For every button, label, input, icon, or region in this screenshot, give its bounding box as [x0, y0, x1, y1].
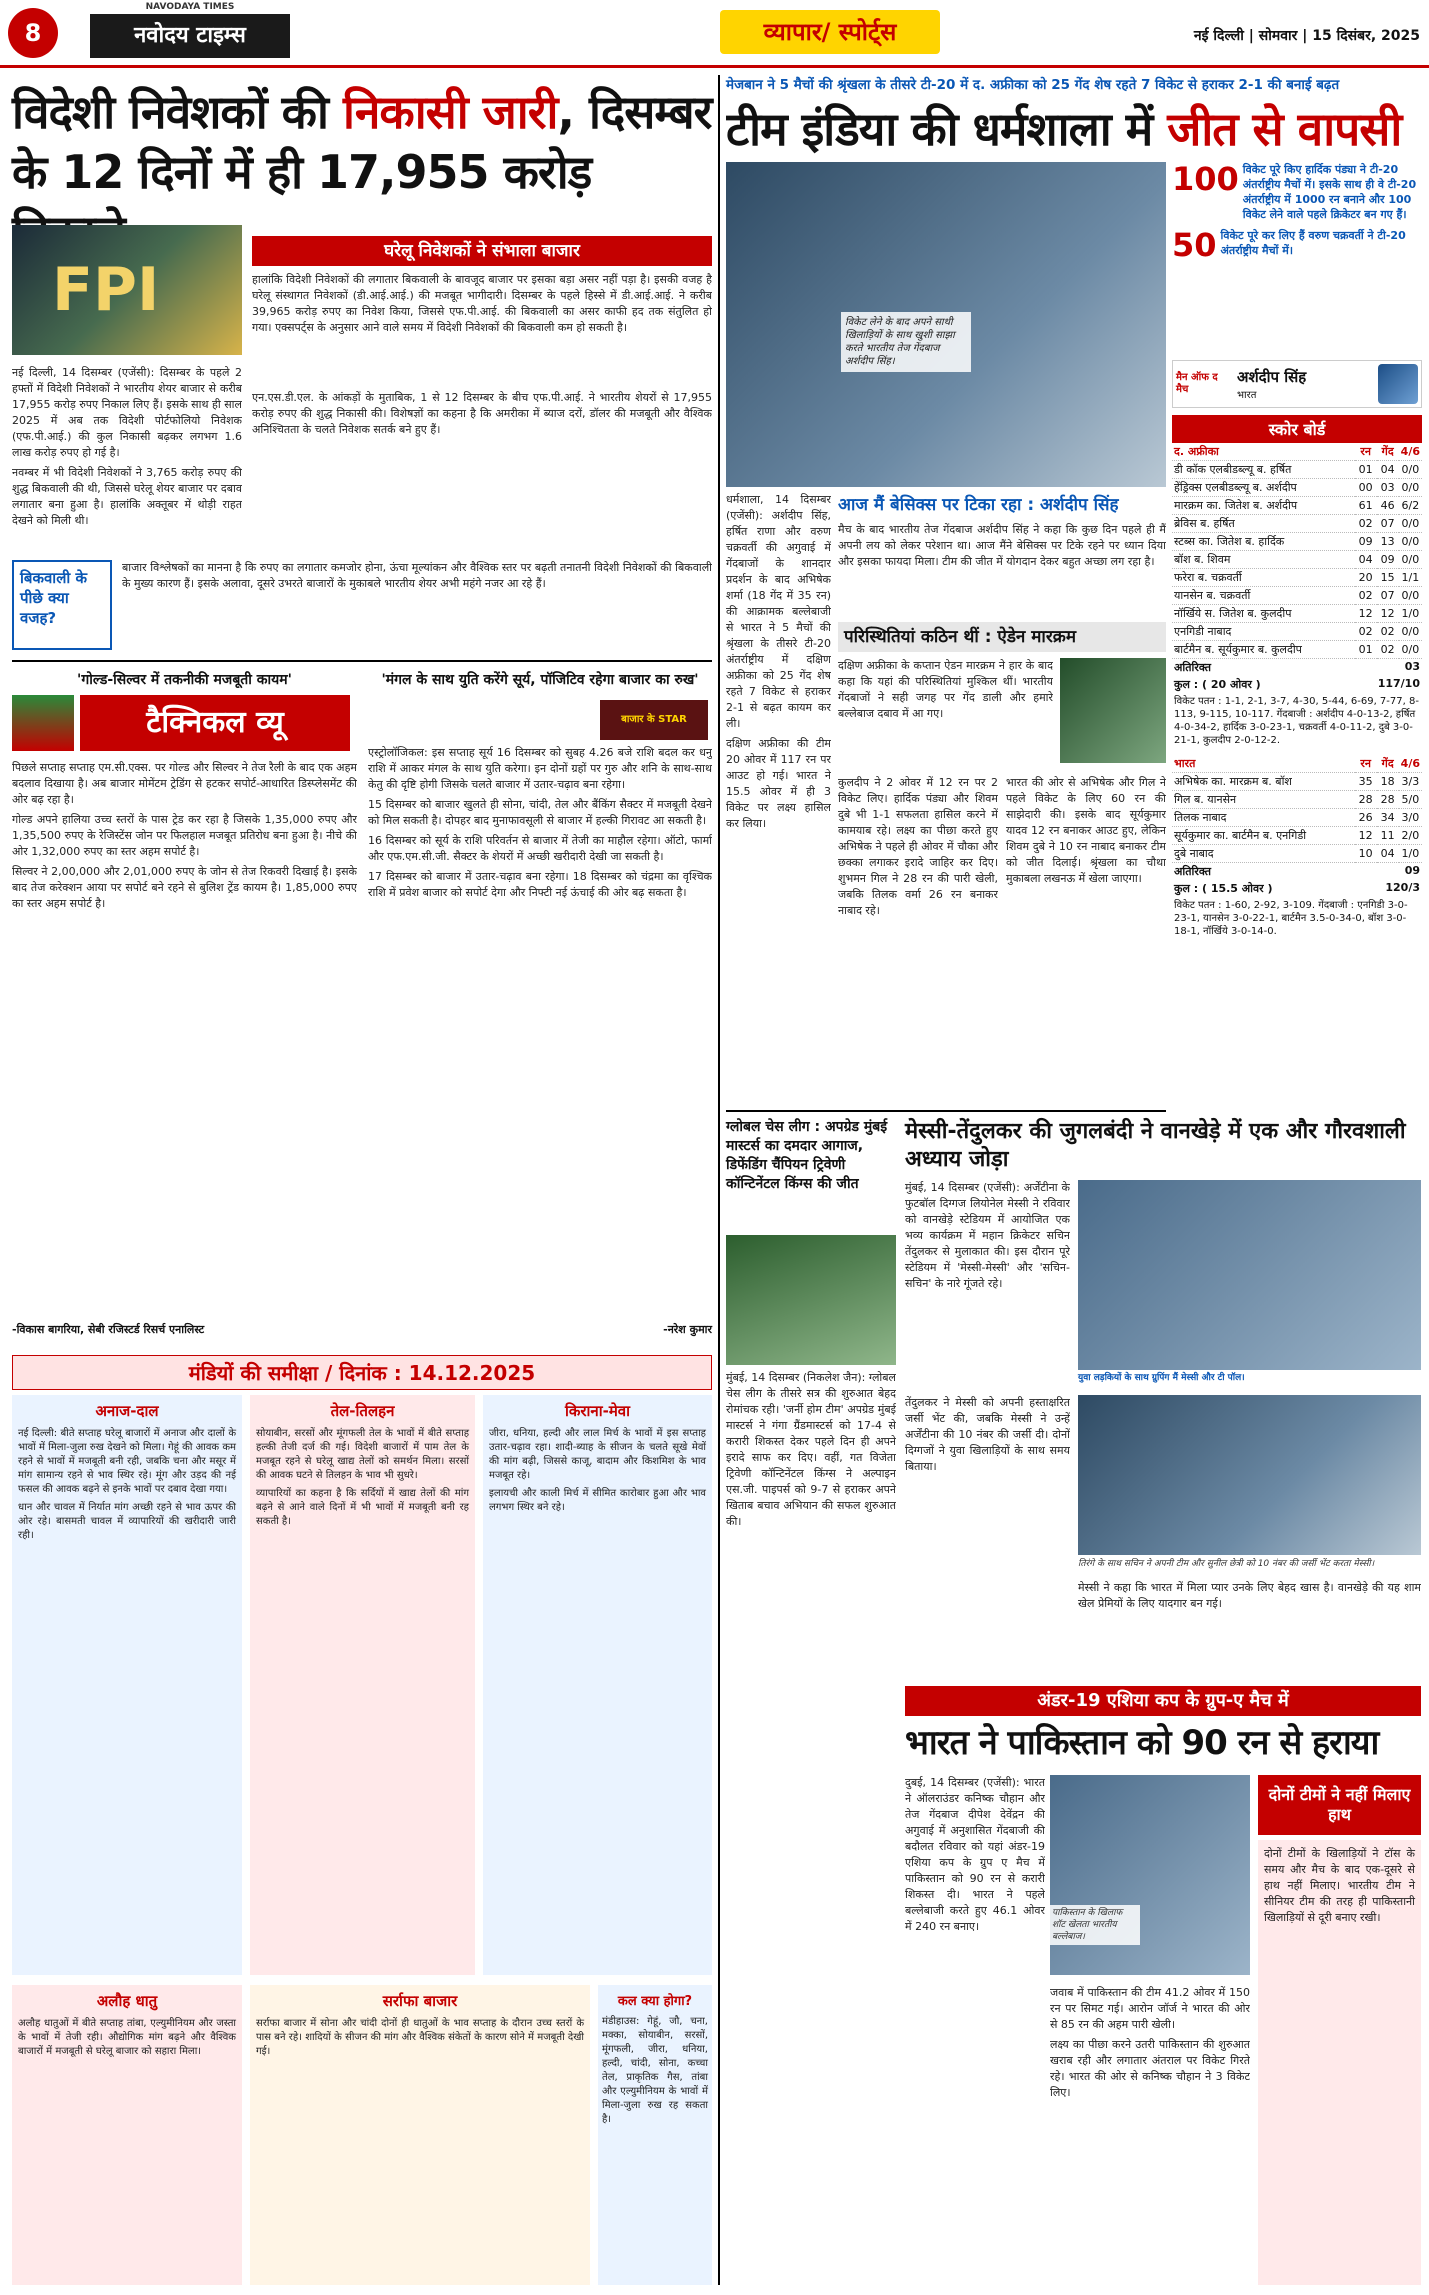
ind-batter-row [1172, 791, 1422, 809]
ind-batter-row [1172, 845, 1422, 863]
sa-cell: एनगिडी नाबाद [1172, 623, 1355, 641]
ind-total-label: कुल : ( 15.5 ओवर ) [1174, 882, 1273, 895]
mandi-bullion-head: सर्राफा बाजार [382, 1992, 458, 2010]
ind-cell: 34 [1377, 809, 1399, 827]
cricket-stats [1172, 162, 1422, 312]
fpi-image-label: FPI [52, 255, 160, 325]
mandi-col1-head: अनाज-दाल [95, 1402, 159, 1420]
sa-cell: 0/0 [1399, 641, 1422, 659]
sa-batter-row [1172, 479, 1422, 497]
ind-cell: दुबे नाबाद [1172, 845, 1355, 863]
sa-cell: ब्रेविस ब. हर्षित [1172, 515, 1355, 533]
markram-title: परिस्थितियां कठिन थीं : ऐडेन मारक्रम [838, 622, 1166, 652]
sa-cell: 02 [1355, 587, 1377, 605]
ind-header-cell: 4/6 [1399, 755, 1422, 773]
mandi-title: मंडियों की समीक्षा / दिनांक : 14.12.2025 [12, 1355, 712, 1390]
arshdeep-box-text: मैच के बाद भारतीय तेज गेंदबाज अर्शदीप सिंह ने कहा कि कुछ दिन पहले ही मैं अपनी लय को लेकर परेशान था। आज मैंने बेसिक्स पर टिके रहने पर ध्यान दिया और इसका फायदा मिला। टीम की जीत में योगदान देकर बहुत अच्छा लग रहा है। [838, 523, 1166, 568]
section-tag: व्यापार/ स्पोर्ट्स [720, 10, 940, 54]
masthead-small: NAVODAYA TIMES [145, 2, 235, 12]
ind-header-cell: रन [1355, 755, 1377, 773]
ind-cell: 1/0 [1399, 845, 1422, 863]
sa-cell: 0/0 [1399, 533, 1422, 551]
ind-extras: 09 [1404, 864, 1420, 877]
ind-batter-row [1172, 809, 1422, 827]
ind-cell: 10 [1355, 845, 1377, 863]
ind-fow: विकेट पतन : 1-60, 2-92, 3-109. गेंदबाजी : एनगिडी 3-0-23-1, यानसेन 3-0-22-1, बार्टमैन 3.5-0-34-0, बॉश 3-0-18-1, नॉर्खिये 3-0-14-0. [1174, 900, 1408, 937]
ind-cell: तिलक नाबाद [1172, 809, 1355, 827]
sa-cell: 0/0 [1399, 515, 1422, 533]
u19-kicker: अंडर-19 एशिया कप के ग्रुप-ए मैच में [905, 1686, 1421, 1716]
astro-badge: बाजार के STAR [600, 700, 708, 740]
ind-batter-row [1172, 773, 1422, 791]
sa-cell: 0/0 [1399, 461, 1422, 479]
sa-cell: 0/0 [1399, 623, 1422, 641]
sa-cell: 0/0 [1399, 551, 1422, 569]
ind-cell: 04 [1377, 845, 1399, 863]
mandi-col2-text: सोयाबीन, सरसों और मूंगफली तेल के भावों में बीते सप्ताह हल्की तेजी दर्ज की गई। विदेशी बाजारों में पाम तेल के मजबूत रहने से घरेलू खाद्य तेलों को समर्थन मिला। सरसों की आवक घटने से तिलहन के भाव भी सुधरे। व्यापारियों का कहना है कि सर्दियों में खाद्य तेलों की मांग बढ़ने से आने वाले दिनों में भी भावों में मजबूती बनी रह सकती है। [256, 1428, 469, 1527]
sa-cell: 46 [1377, 497, 1399, 515]
sa-cell: बार्टमैन ब. सूर्यकुमार ब. कुलदीप [1172, 641, 1355, 659]
sa-cell: 1/1 [1399, 569, 1422, 587]
sa-cell: 09 [1377, 551, 1399, 569]
masthead: नवोदय टाइम्स [90, 14, 290, 58]
cricket-kicker: मेजबान ने 5 मैचों की श्रृंखला के तीसरे टी-20 में द. अफ्रीका को 25 गेंद शेष रहते 7 विकेट से हराकर 2-1 की बनाई बढ़त [726, 77, 1340, 93]
sa-cell: नॉर्खिये स. जितेश ब. कुलदीप [1172, 605, 1355, 623]
mandi-col3-head: किराना-मेवा [564, 1402, 631, 1420]
mandi-col3 [483, 1395, 712, 1975]
u19-photo [1050, 1775, 1250, 1975]
sa-cell: मारक्रम का. जितेश ब. अर्शदीप [1172, 497, 1355, 515]
messi-caption1: युवा लड़कियों के साथ ग्रुपिंग मैं मेस्सी और टी पॉल। [1078, 1373, 1245, 1383]
fpi-side-question: बिकवाली के पीछे क्या वजह? [12, 560, 112, 650]
sa-cell: 6/2 [1399, 497, 1422, 515]
mandi-question-head: कल क्या होगा? [617, 1994, 693, 2009]
sa-batter-row [1172, 533, 1422, 551]
mandi-col3-text: जीरा, धनिया, हल्दी और लाल मिर्च के भावों में इस सप्ताह उतार-चढ़ाव रहा। शादी-ब्याह के सीजन के चलते सूखे मेवों की मांग बढ़ी, जिससे काजू, बादाम और किशमिश के भाव मजबूत रहे। इलायची और काली मिर्च में सीमित कारोबार हुआ और भाव लगभग स्थिर बने रहे। [489, 1428, 706, 1513]
cricket-photo [726, 162, 1166, 487]
arshdeep-box-title: आज मैं बेसिक्स पर टिका रहा : अर्शदीप सिंह [838, 495, 1119, 515]
stat1-number: 100 [1172, 160, 1239, 198]
divider [12, 660, 712, 662]
sa-cell: 02 [1355, 515, 1377, 533]
ind-cell: अभिषेक का. मारक्रम ब. बॉश [1172, 773, 1355, 791]
ind-cell: 3/0 [1399, 809, 1422, 827]
sa-header-cell: 4/6 [1399, 443, 1422, 461]
sa-cell: स्टब्स का. जितेश ब. हार्दिक [1172, 533, 1355, 551]
ind-header-row [1172, 755, 1422, 773]
messi-text1: मुंबई, 14 दिसम्बर (एजेंसी): अर्जेंटीना के फुटबॉल दिग्गज लियोनेल मेस्सी ने रविवार को वानखेड़े स्टेडियम में आयोजित एक भव्य कार्यक्रम में महान क्रिकेटर सचिन तेंदुलकर से मुलाकात की। इस दौरान पूरे स्टेडियम में 'मेस्सी-मेस्सी' और 'सचिन-सचिन' के नारे गूंजते रहे। [905, 1181, 1070, 1290]
markram-text: दक्षिण अफ्रीका के कप्तान ऐडन मारक्रम ने हार के बाद कहा कि यहां की परिस्थितियां मुश्किल थीं। भारतीय गेंदबाजों ने सही जगह पर गेंद डाली और हमारे बल्लेबाज दबाव में आ गए। [838, 659, 1053, 720]
sa-cell: 04 [1355, 551, 1377, 569]
sa-cell: हेंड्रिक्स एलबीडब्ल्यू ब. अर्शदीप [1172, 479, 1355, 497]
ind-cell: 18 [1377, 773, 1399, 791]
sa-batter-row [1172, 497, 1422, 515]
ind-header-cell: गेंद [1377, 755, 1399, 773]
mom-label: मैन ऑफ द मैच [1176, 372, 1218, 395]
messi-photo1 [1078, 1180, 1421, 1370]
technical-body: पिछले सप्ताह सप्ताह एम.सी.एक्स. पर गोल्ड और सिल्वर ने तेज रैली के बाद एक अहम बदलाव दिखाया है। अब बाजार मोमेंटम ट्रेडिंग से हटकर सपोर्ट-आधारित डिस्प्लेसमेंट की ओर बढ़ रहा है। गोल्ड अपने हालिया उच्च स्तरों के पास ट्रेड कर रहा है जिसके 1,35,000 रुपए और 1,35,500 रुपए के रेजिस्टेंस जोन पर फिलहाल मजबूत प्रतिरोध बना हुआ है। नीचे की ओर 1,32,000 रुपए का स्तर अहम सपोर्ट है। सिल्वर ने 2,00,000 और 2,01,000 रुपए के जोन से तेज रिकवरी दिखाई है। इसके बाद तेज करेक्शन आया पर सपोर्ट बने रहने से बुलिश ट्रेंड कायम है। 1,85,000 रुपए का स्तर अहम सपोर्ट है। [12, 761, 357, 910]
sa-extras-label: अतिरिक्त [1174, 661, 1212, 674]
candlestick-icon [12, 695, 74, 751]
u19-text1: दुबई, 14 दिसम्बर (एजेंसी): भारत ने ऑलराउंडर कनिष्क चौहान और तेज गेंदबाज दीपेश देवेंद्रन की अगुवाई में अनुशासित गेंदबाजी की बदौलत रविवार को यहां अंडर-19 एशिया कप के ग्रुप ए मैच में पाकिस्तान को 90 रन से करारी शिकस्त दी। भारत ने पहले बल्लेबाजी करते हुए 46.1 ओवर में 240 रन बनाए। [905, 1776, 1045, 1933]
sa-cell: 0/0 [1399, 587, 1422, 605]
sa-cell: 09 [1355, 533, 1377, 551]
fpi-subhead: घरेलू निवेशकों ने संभाला बाजार [252, 236, 712, 266]
cricket-col4: भारत की ओर से अभिषेक और गिल ने पहले विकेट के लिए 60 रन की साझेदारी की। इसके बाद सूर्यकुमार यादव 12 रन बनाकर आउट हुए, लेकिन शिवम दुबे ने 10 रन नाबाद बनाकर टीम को जीत दिलाई। श्रृंखला का चौथा मुकाबला लखनऊ में खेला जाएगा। [1006, 776, 1166, 885]
sa-batter-row [1172, 515, 1422, 533]
sa-cell: बॉश ब. शिवम [1172, 551, 1355, 569]
mandi-bullion [250, 1985, 590, 2285]
sa-batter-row [1172, 587, 1422, 605]
astro-byline: -नरेश कुमार [663, 1323, 712, 1336]
cricket-col3: कुलदीप ने 2 ओवर में 12 रन पर 2 विकेट लिए। हार्दिक पंड्या और शिवम दुबे भी 1-1 सफलता हासिल करने में कामयाब रहे। लक्ष्य का पीछा करते हुए अभिषेक ने पहले ही ओवर में चौका और छक्का लगाकर इरादे जाहिर कर दिए। शुभमन गिल ने 28 रन की पारी खेली, जबकि तिलक वर्मा 26 रन बनाकर नाबाद रहे। [838, 776, 998, 917]
sa-cell: 1/0 [1399, 605, 1422, 623]
mandi-bullion-text: सर्राफा बाजार में सोना और चांदी दोनों ही धातुओं के भाव सप्ताह के दौरान उच्च स्तरों के पास बने रहे। शादियों के सीजन की मांग और वैश्विक संकेतों के कारण सोने में मजबूती देखी गई। [256, 2018, 584, 2057]
sa-cell: फरेरा ब. चक्रवर्ती [1172, 569, 1355, 587]
ind-batter-row [1172, 827, 1422, 845]
astro-kicker: 'मंगल के साथ युति करेंगे सूर्य, पॉजिटिव रहेगा बाजार का रुख' [381, 672, 699, 688]
mandi-metal-text: अलौह धातुओं में बीते सप्ताह तांबा, एल्युमीनियम और जस्ता के भावों में तेजी रही। औद्योगिक मांग बढ़ने और वैश्विक बाजारों में मजबूती से घरेलू बाजार को सहारा मिला। [18, 2018, 236, 2057]
ind-cell: 2/0 [1399, 827, 1422, 845]
sa-batter-row [1172, 641, 1422, 659]
ind-extras-label: अतिरिक्त [1174, 865, 1212, 878]
fpi-side-text: बाजार विश्लेषकों का मानना है कि रुपए का लगातार कमजोर होना, ऊंचा मूल्यांकन और वैश्विक स्तर पर बढ़ती तनातनी विदेशी निवेशकों की बिकवाली के मुख्य कारण हैं। इसके अलावा, दूसरे उभरते बाजारों के मुकाबले भारतीय शेयर अभी महंगे नजर आ रहे हैं। [122, 561, 712, 590]
sa-cell: 61 [1355, 497, 1377, 515]
fpi-headline: विदेशी निवेशकों की निकासी जारी, दिसम्बर के 12 दिनों में ही 17,955 करोड़ [12, 85, 712, 199]
sa-fow: विकेट पतन : 1-1, 2-1, 3-7, 4-30, 5-44, 6-69, 7-77, 8-113, 9-115, 10-117. गेंदबाजी : अर्शदीप 4-0-13-2, हर्षित 4-0-34-2, हार्दिक 3-0-23-1, चक्रवर्ती 4-0-11-2, दुबे 3-0-21-1, कुलदीप 2-0-12-2. [1174, 696, 1419, 746]
column-divider [718, 75, 720, 2285]
sa-batter-row [1172, 461, 1422, 479]
ind-cell: 28 [1355, 791, 1377, 809]
sa-cell: यानसेन ब. चक्रवर्ती [1172, 587, 1355, 605]
fpi-col2: हालांकि विदेशी निवेशकों की लगातार बिकवाली के बावजूद बाजार पर इसका बड़ा असर नहीं पड़ा है। इसकी वजह है घरेलू संस्थागत निवेशकों (डी.आई.आई.) की मजबूत भागीदारी। दिसम्बर के पहले हिस्से में डी.आई.आई. ने करीब 39,965 करोड़ रुपए का निवेश किया, जिससे एफ.पी.आई. की बिकवाली का असर काफी हद तक संतुलित हो गया। एक्सपर्ट्स के अनुसार आने वाले समय में विदेशी निवेशकों की बिकवाली कम हो सकती है। [252, 273, 712, 334]
sa-extras: 03 [1404, 660, 1420, 673]
mandi-col2 [250, 1395, 475, 1975]
stat2-number: 50 [1172, 226, 1217, 264]
u19-photo-caption: पाकिस्तान के खिलाफ शॉट खेलता भारतीय बल्लेबाज। [1050, 1905, 1140, 1945]
sa-cell: 04 [1377, 461, 1399, 479]
ind-cell: गिल ब. यानसेन [1172, 791, 1355, 809]
sa-cell: 15 [1377, 569, 1399, 587]
u19-headline: भारत ने पाकिस्तान को 90 रन से हराया [905, 1723, 1379, 1763]
mom-photo [1378, 364, 1418, 404]
sa-cell: 01 [1355, 461, 1377, 479]
chess-photo [726, 1235, 896, 1365]
fpi-col3: एन.एस.डी.एल. के आंकड़ों के मुताबिक, 1 से 12 दिसम्बर के बीच एफ.पी.आई. ने भारतीय शेयरों से 17,955 करोड़ रुपए की शुद्ध निकासी की। विशेषज्ञों का कहना है कि अमरीका में ब्याज दरों, डॉलर की मजबूती और वैश्विक अनिश्चितता के चलते निवेशक सतर्क बने हुए हैं। [252, 391, 712, 436]
mandi-question-text: मंडीहाउस: गेहूं, जौ, चना, मक्का, सोयाबीन, सरसों, मूंगफली, जीरा, धनिया, हल्दी, चांदी, सोना, कच्चा तेल, प्राकृतिक गैस, तांबा और एल्युमीनियम के भावों में मिला-जुला रुख रह सकता है। [602, 2016, 708, 2125]
u19-box-title: दोनों टीमों ने नहीं मिलाए हाथ [1258, 1775, 1421, 1835]
sa-total: 117/10 [1377, 677, 1420, 690]
mandi-metal-head: अलौह धातु [96, 1992, 158, 2010]
mom-name: अर्शदीप सिंह [1237, 368, 1307, 386]
mandi-metal [12, 1985, 242, 2285]
ind-cell: 12 [1355, 827, 1377, 845]
sa-cell: 02 [1355, 623, 1377, 641]
messi-caption2: तिरंगे के साथ सचिन ने अपनी टीम और सुनील छेत्री को 10 नंबर की जर्सी भेंट करता मेस्सी। [1078, 1559, 1375, 1569]
sa-cell: डी कॉक एलबीडब्ल्यू ब. हर्षित [1172, 461, 1355, 479]
messi-photo2 [1078, 1395, 1421, 1555]
ind-total: 120/3 [1385, 881, 1420, 894]
sa-cell: 02 [1377, 623, 1399, 641]
sa-innings-table [1172, 443, 1422, 659]
sa-batter-row [1172, 551, 1422, 569]
sa-batter-row [1172, 569, 1422, 587]
mom-country: भारत [1237, 390, 1257, 401]
stat2-text: विकेट पूरे कर लिए हैं वरुण चक्रवर्ती ने टी-20 अंतर्राष्ट्रीय मैचों में। [1220, 229, 1406, 257]
mandi-col2-head: तेल-तिलहन [330, 1402, 395, 1420]
ind-cell: 35 [1355, 773, 1377, 791]
sa-batter-row [1172, 623, 1422, 641]
mandi-col1-text: नई दिल्ली: बीते सप्ताह घरेलू बाजारों में अनाज और दालों के भावों में मिला-जुला रुख देखने को मिला। गेहूं की आवक कम रहने से भावों में मजबूती बनी रही, जबकि चना और मसूर में मांग सामान्य रहने से भाव स्थिर रहे। मूंग और उड़द की नई फसल की आवक बढ़ने से इनके भावों पर दबाव देखा गया। धान और चावल में निर्यात मांग अच्छी रहने से भाव ऊपर की ओर रहे। बासमती चावल में व्यापारियों की खरीदारी जारी रही। [18, 1428, 236, 1541]
technical-title: टैक्निकल व्यू [80, 695, 350, 751]
stat1-text: विकेट पूरे किए हार्दिक पंड्या ने टी-20 अंतर्राष्ट्रीय मैचों में। इसके साथ ही वे टी-20 अंतर्राष्ट्रीय में 1000 रन बनाने और 100 विकेट लेने वाले पहले क्रिकेटर बन गए हैं। [1242, 163, 1417, 221]
fpi-image [12, 225, 242, 355]
ind-cell: 5/0 [1399, 791, 1422, 809]
mandi-question [598, 1985, 712, 2285]
sa-cell: 01 [1355, 641, 1377, 659]
mandi-col1 [12, 1395, 242, 1975]
sa-batter-row [1172, 605, 1422, 623]
cricket-headline: टीम इंडिया की धर्मशाला में जीत से वापसी [726, 102, 1402, 156]
sa-header-row [1172, 443, 1422, 461]
messi-text2: तेंदुलकर ने मेस्सी को अपनी हस्ताक्षरित जर्सी भेंट की, जबकि मेस्सी ने उन्हें अर्जेंटीना की 10 नंबर की जर्सी दी। दोनों दिग्गजों ने युवा खिलाड़ियों के साथ समय बिताया। [905, 1396, 1070, 1473]
ind-cell: सूर्यकुमार का. बार्टमैन ब. एनगिडी [1172, 827, 1355, 845]
sa-cell: 02 [1377, 641, 1399, 659]
messi-text3: मेस्सी ने कहा कि भारत में मिला प्यार उनके लिए बेहद खास है। वानखेड़े की यह शाम खेल प्रेमियों के लिए यादगार बन गई। [1078, 1581, 1421, 1610]
sa-cell: 13 [1377, 533, 1399, 551]
sa-cell: 00 [1355, 479, 1377, 497]
u19-box-text: दोनों टीमों के खिलाड़ियों ने टॉस के समय और मैच के बाद एक-दूसरे से हाथ नहीं मिलाए। भारतीय टीम ने सीनियर टीम की तरह ही पाकिस्तानी खिलाड़ियों से दूरी बनाए रखी। [1258, 1840, 1421, 2285]
messi-headline: मेस्सी-तेंदुलकर की जुगलबंदी ने वानखेड़े में एक और गौरवशाली अध्याय जोड़ा [905, 1119, 1406, 1172]
divider [726, 1110, 1166, 1112]
sa-header-cell: द. अफ्रीका [1172, 443, 1355, 461]
sa-cell: 12 [1355, 605, 1377, 623]
fpi-lead: नई दिल्ली, 14 दिसम्बर (एजेंसी): दिसम्बर के पहले 2 हफ्तों में विदेशी निवेशकों ने भारतीय शेयर बाजार से करीब 17,955 करोड़ रुपए निकाल लिए हैं। इसके साथ ही साल 2025 में अब तक विदेशी पोर्टफोलियो निवेशक (एफ.पी.आई.) की कुल निकासी बढ़कर लगभग 1.6 लाख करोड़ रुपए हो गई है। नवम्बर में भी विदेशी निवेशकों ने 3,765 करोड़ रुपए की शुद्ध बिकवाली की थी, जिससे घरेलू शेयर बाजार पर दबाव लगातार बना हुआ है। हालांकि अक्तूबर में थोड़ी राहत देखने को मिली थी। [12, 366, 242, 527]
sa-cell: 0/0 [1399, 479, 1422, 497]
dateline: नई दिल्ली | सोमवार | 15 दिसंबर, 2025 [1193, 28, 1420, 44]
ind-cell: 26 [1355, 809, 1377, 827]
markram-photo [1060, 658, 1166, 763]
sa-cell: 07 [1377, 587, 1399, 605]
ind-header-cell: भारत [1172, 755, 1355, 773]
ind-cell: 3/3 [1399, 773, 1422, 791]
sa-cell: 03 [1377, 479, 1399, 497]
cricket-photo-caption: विकेट लेने के बाद अपने साथी खिलाड़ियों के साथ खुशी साझा करते भारतीय तेज गेंदबाज अर्शदीप सिंह। [841, 312, 971, 372]
sa-cell: 20 [1355, 569, 1377, 587]
chess-text: मुंबई, 14 दिसम्बर (निकलेश जैन): ग्लोबल चेस लीग के तीसरे सत्र की शुरुआत बेहद रोमांचक रही। 'जर्नी होम टीम' अपग्रेड मुंबई मास्टर्स ने गंगा ग्रैंडमास्टर्स को 17-4 से करारी शिकस्त देकर पहले दिन ही अपने इरादे साफ कर दिए। वहीं, गत विजेता ट्रिवेणी कॉन्टिनेंटल किंग्स ने अल्पाइन एस.जी. पाइपर्स को 9-7 से हराकर अपने खिताब बचाव अभियान की सफल शुरुआत की। [726, 1371, 896, 1528]
ind-cell: 28 [1377, 791, 1399, 809]
technical-byline: -विकास बागरिया, सेबी रजिस्टर्ड रिसर्च एनालिस्ट [12, 1323, 205, 1336]
sa-total-label: कुल : ( 20 ओवर ) [1174, 678, 1261, 691]
sa-cell: 07 [1377, 515, 1399, 533]
ind-cell: 11 [1377, 827, 1399, 845]
sa-header-cell: रन [1355, 443, 1377, 461]
chess-kicker: ग्लोबल चेस लीग : अपग्रेड मुंबई मास्टर्स का दमदार आगाज, डिफेंडिंग चैंपियन ट्रिवेणी कॉन्टिनेंटल किंग्स की जीत [726, 1119, 888, 1192]
u19-text-col2: जवाब में पाकिस्तान की टीम 41.2 ओवर में 150 रन पर सिमट गई। आरोन जॉर्ज ने भारत की ओर से 85 रन की अहम पारी खेली। लक्ष्य का पीछा करने उतरी पाकिस्तान की शुरुआत खराब रही और लगातार अंतराल पर विकेट गिरते रहे। भारत की ओर से कनिष्क चौहान ने 3 विकेट लिए। [1050, 1986, 1250, 2099]
cricket-lead: धर्मशाला, 14 दिसम्बर (एजेंसी): अर्शदीप सिंह, हर्षित राणा और वरुण चक्रवर्ती की अगुवाई में गेंदबाजों के शानदार प्रदर्शन के बाद अभिषेक शर्मा (18 गेंद में 35 रन) की आक्रामक बल्लेबाजी से भारत ने 5 मैचों की श्रृंखला के तीसरे टी-20 अंतर्राष्ट्रीय में दक्षिण अफ्रीका को 25 गेंद शेष रहते 7 विकेट से हराकर 2-1 से बढ़त कायम कर ली। दक्षिण अफ्रीका की टीम 20 ओवर में 117 रन पर आउट हो गई। भारत ने 15.5 ओवर में ही 3 विकेट पर लक्ष्य हासिल कर लिया। [726, 493, 831, 830]
sa-header-cell: गेंद [1377, 443, 1399, 461]
sa-cell: 12 [1377, 605, 1399, 623]
astro-body: एस्ट्रोलॉजिकल: इस सप्ताह सूर्य 16 दिसम्बर को सुबह 4.26 बजे राशि बदल कर धनु राशि में आकर मंगल के साथ युति करेगा। इन दोनों ग्रहों पर गुरु और शनि के साथ-साथ केतु की दृष्टि होगी जिसके चलते बाजार में उतार-चढ़ाव बना रहेगा। 15 दिसम्बर को बाजार खुलते ही सोना, चांदी, तेल और बैंकिंग सैक्टर में मजबूती देखने को मिल सकती है। दोपहर बाद मुनाफावसूली से बाजार में हल्की गिरावट आ सकती है। 16 दिसम्बर को सूर्य के राशि परिवर्तन से बाजार में तेजी का माहौल रहेगा। ऑटो, फार्मा और एफ.एम.सी.जी. सैक्टर के शेयरों में अच्छी खरीदारी देखी जा सकती है। 17 दिसम्बर को बाजार में उतार-चढ़ाव बना रहेगा। 18 दिसम्बर को चंद्रमा का वृश्चिक राशि में प्रवेश बाजार को सपोर्ट देगा और निफ्टी नई ऊंचाई की ओर बढ़ सकता है। [368, 746, 712, 899]
page-number: 8 [8, 8, 58, 58]
man-of-the-match [1172, 360, 1422, 408]
scoreboard-title: स्कोर बोर्ड [1172, 415, 1422, 443]
technical-kicker: 'गोल्ड-सिल्वर में तकनीकी मजबूती कायम' [77, 672, 292, 688]
ind-innings-table [1172, 755, 1422, 863]
